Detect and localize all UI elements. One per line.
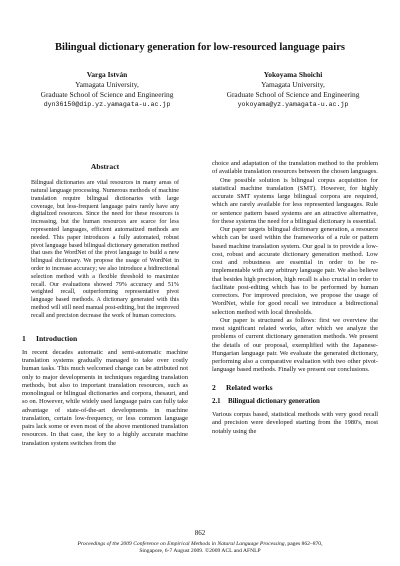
subsection-number: 2.1 <box>212 397 221 405</box>
section-number: 1 <box>22 333 26 343</box>
section-title: Related works <box>226 382 273 392</box>
author-name: Yokoyama Shoichi <box>263 70 323 79</box>
author-name: Varga István <box>86 70 128 79</box>
intro-paragraph-4: Our paper is structured as follows: first we overview the most significant related works, after which we analyze the problems of current dictionary generation methods. We present the details of our proposal, exemplified with the Japanese-Hungarian language pair. We evaluate the generated dictionary, performing also a comparative evaluation with two other pivot-language based methods. Finally we present our conclusions. <box>212 316 378 374</box>
abstract-heading: Abstract <box>90 162 120 171</box>
section-heading-introduction <box>22 335 188 343</box>
paper-title: Bilingual dictionary generation for low-resourced language pairs <box>55 42 345 53</box>
subsection-heading-dictionary-generation <box>212 398 378 406</box>
page-number: 862 <box>194 529 206 537</box>
footer-venue: Proceedings of the 2009 Conference on Empirical Methods in Natural Language Processing <box>77 541 285 547</box>
intro-paragraph-2: One possible solution is bilingual corpus acquisition for statistical machine translation (SMT). However, for highly accurate SMT systems large bilingual corpora are required, which are rarely available for less represented languages. Rule or sentence pattern based systems are an attractive alternative, for these systems the need for a bilingual dictionary is essential. <box>212 176 378 225</box>
section-number: 2 <box>212 382 216 392</box>
intro-paragraph-3: Our paper targets bilingual dictionary generation, a resource which can be used within the frameworks of a rule or pattern based machine translation system. Our goal is to provide a low-cost, robust and accurate dictionary generation method. Low cost and robustness are essential in order to be re-implementable with any arbitrary language pair. We also believe that besides high precision, high recall is also crucial in order to facilitate post-editing which has to be performed by human correctors. For improved precision, we propose the usage of WordNet, while for good recall we introduce a bidirectional selection method with local thresholds. <box>212 226 378 316</box>
author-block-2 <box>208 70 378 110</box>
related-paragraph-1: Various corpus based, statistical methods with very good recall and precision were developed starting from the 1980's, most notably using the <box>212 411 378 435</box>
author-affiliation: Yamagata University, <box>261 80 325 89</box>
subsection-title: Bilingual dictionary generation <box>228 397 320 405</box>
section-heading-related-works <box>212 384 378 392</box>
footer-line-1 <box>20 541 380 548</box>
footer-line-2: Singapore, 6-7 August 2009. ©2009 ACL and AFNLP <box>139 548 261 554</box>
footer-pages: , pages 862–870, <box>284 541 323 547</box>
abstract-text: Bilingual dictionaries are vital resources in many areas of natural language processing. Numerous methods of machine translation require bilingual dictionaries with large coverage, but less-frequent language pairs rarely have any digitalized resources. Since the need for these resources is increasing, but the human resources are scarce for less represented languages, efficient automatized methods are needed. This paper introduces a fully automated, robust pivot language based bilingual dictionary generation method that uses the WordNet of the pivot language to build a new bilingual dictionary. We propose the usage of WordNet in order to increase accuracy; we also introduce a bidirectional selection method with a flexible threshold to maximize recall. Our evaluations showed 79% accuracy and 51% weighted recall, outperforming representative pivot language based methods. A dictionary generated with this method will still need manual post-editing, but the improved recall and precision decrease the work of human correctors. <box>31 180 179 319</box>
author-email[interactable]: dyn36150@dip.yz.yamagata-u.ac.jp <box>43 101 171 108</box>
author-affiliation-dept: Graduate School of Science and Engineering <box>226 90 360 99</box>
author-affiliation: Yamagata University, <box>75 80 139 89</box>
left-column <box>22 163 188 448</box>
right-column <box>212 160 378 436</box>
intro-paragraph-1: In recent decades automatic and semi-automatic machine translation systems gradually managed to take over costly human tasks. This much welcomed change can be attributed not only to major developments in techniques regarding translation methods, but also to important translation resources, such as monolingual or bilingual dictionaries and corpora, thesauri, and so on. However, while widely used language pairs can fully take advantage of state-of-the-art developments in machine translation, certain low-frequency, or less common language pairs lack some or even most of the above mentioned translation resources. In that case, the key to a highly accurate machine translation system switches from the <box>22 348 188 447</box>
proceedings-footer <box>20 541 380 555</box>
author-affiliation-dept: Graduate School of Science and Engineering <box>40 90 174 99</box>
intro-paragraph-1-continued: choice and adaptation of the translation method to the problem of available translation resources between the chosen languages. <box>212 160 378 176</box>
author-block-1 <box>22 70 192 110</box>
section-title: Introduction <box>36 333 78 343</box>
author-email[interactable]: yokoyama@yz.yamagata-u.ac.jp <box>237 101 349 108</box>
